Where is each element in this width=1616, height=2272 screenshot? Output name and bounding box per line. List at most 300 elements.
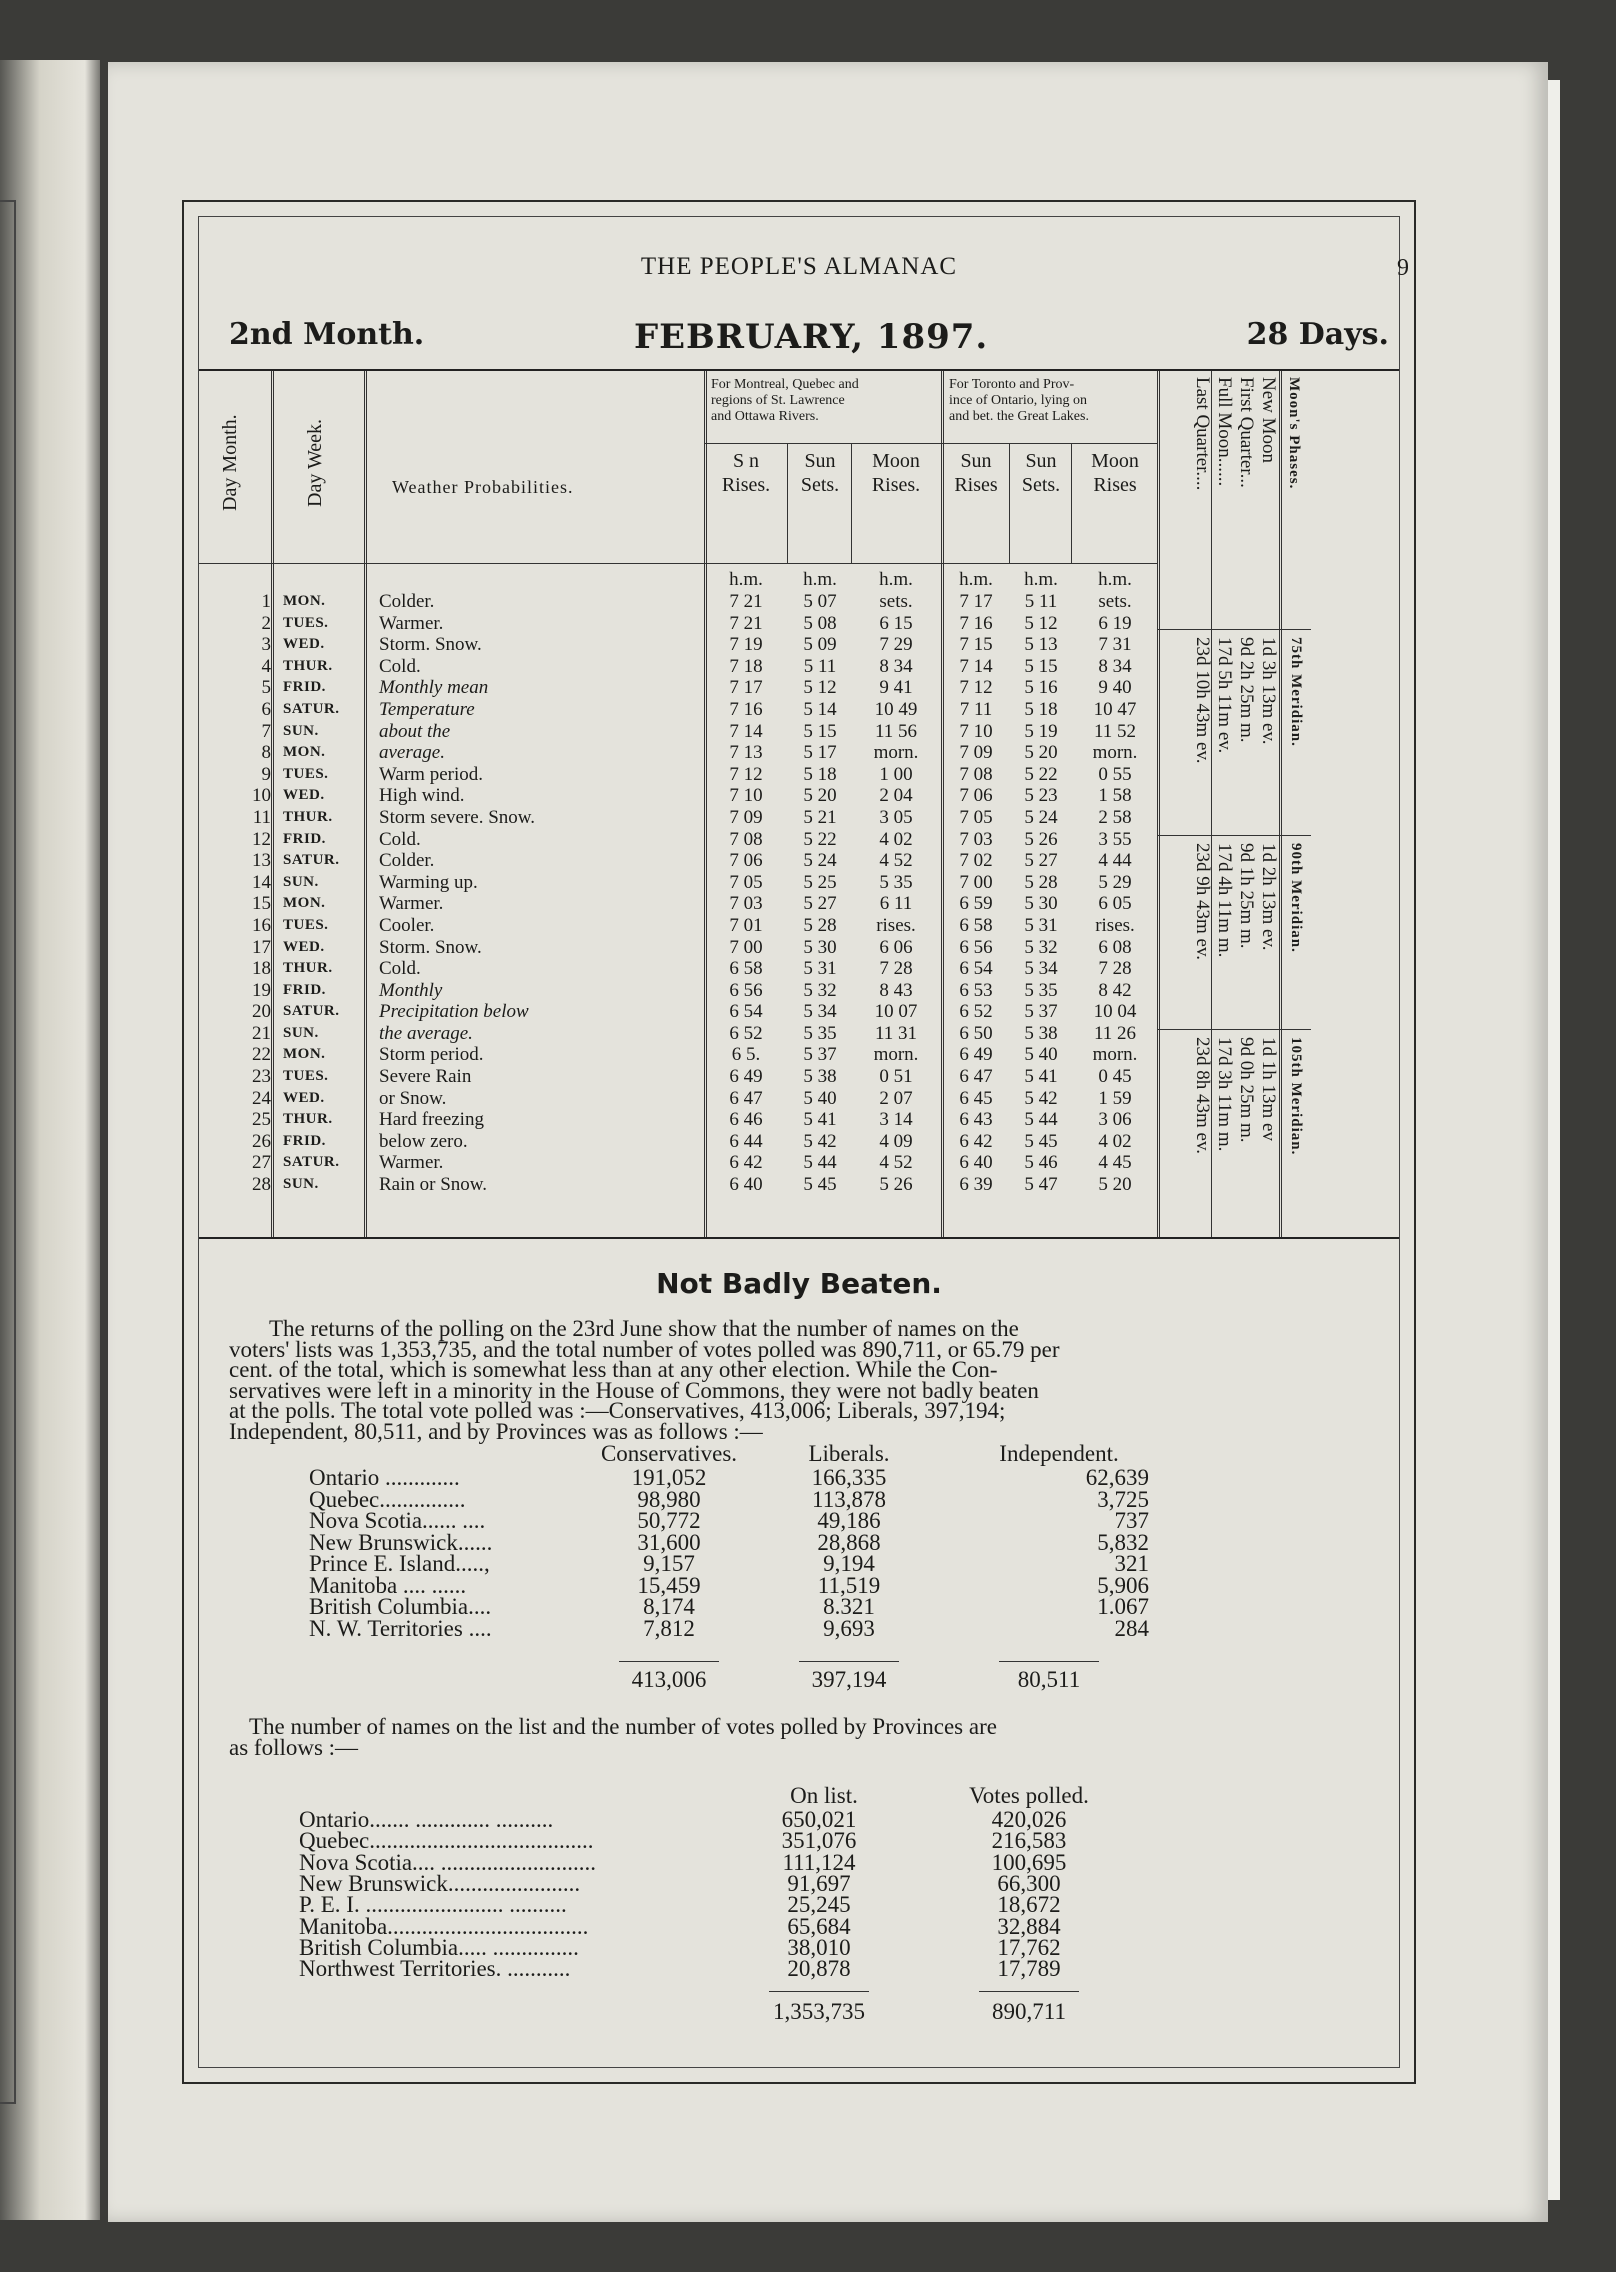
col-divider [1071, 443, 1072, 563]
names-polled: 17,762 [997, 1934, 1061, 1960]
toronto-moonrise-cell: 10 47 [1093, 698, 1137, 720]
day-number: 24 [252, 1087, 271, 1109]
votes-province: Manitoba .... ...... [309, 1572, 467, 1598]
day-number: 12 [252, 828, 271, 850]
votes-lib: 28,868 [817, 1529, 881, 1555]
toronto-moonrise-cell: 6 05 [1098, 893, 1132, 915]
month-title: FEBRUARY, 1897. [634, 317, 989, 357]
names-table [299, 1785, 1179, 2045]
votes-province: Ontario ............. [309, 1465, 460, 1490]
group-montreal: For Montreal, Quebec and regions of St. Lawrence and Ottawa Rivers. [711, 377, 859, 424]
toronto-sunset-cell: 5 32 [1024, 936, 1058, 958]
montreal-moonrise-cell: 6 11 [879, 893, 913, 915]
toronto-moonrise-cell: 8 42 [1098, 979, 1132, 1001]
montreal-moonrise-cell: 4 52 [879, 1152, 913, 1174]
weather-entry: Storm. Snow. [379, 936, 482, 958]
day-number: 19 [252, 979, 271, 1001]
toronto-moonrise-cell: 4 44 [1098, 850, 1132, 872]
montreal-sunset-cell: 5 09 [803, 634, 837, 656]
weekday: THUR. [283, 657, 333, 674]
names-polled: 18,672 [997, 1892, 1061, 1918]
day-number: 4 [261, 655, 271, 677]
weekday: THUR. [283, 1111, 333, 1128]
montreal-sunset-cell: 5 20 [803, 785, 837, 807]
montreal-moonrise-cell: 11 31 [874, 1022, 918, 1044]
montreal-sunset-cell: 5 44 [803, 1152, 837, 1174]
toronto-sunset-cell: 5 18 [1024, 698, 1058, 720]
column-toronto-moonrise [1073, 591, 1157, 1196]
votes-province: New Brunswick...... [309, 1529, 493, 1555]
votes-cons: 31,600 [637, 1529, 701, 1555]
montreal-moonrise-cell: 10 49 [874, 698, 918, 720]
day-number: 8 [261, 742, 271, 764]
total-rule [619, 1661, 719, 1662]
column-montreal-sunset [789, 591, 851, 1196]
montreal-moonrise-cell: 4 09 [879, 1130, 913, 1152]
montreal-sunset-cell: 5 22 [803, 828, 837, 850]
montreal-sunrise-cell: 7 12 [729, 763, 763, 785]
votes-province: Quebec............... [309, 1486, 466, 1512]
col-divider [364, 371, 367, 1237]
montreal-sunset-cell: 5 45 [803, 1174, 837, 1196]
header-day-week: Day Week. [304, 419, 326, 507]
weather-entry: about the [379, 720, 451, 742]
col-divider [1009, 443, 1010, 563]
votes-header-ind: Independent. [999, 1441, 1119, 1466]
toronto-sunrise-cell: 7 03 [959, 828, 993, 850]
montreal-moonrise-cell: 2 07 [879, 1087, 913, 1109]
toronto-moonrise-cell: 0 45 [1098, 1066, 1132, 1088]
montreal-moonrise-cell: rises. [876, 914, 916, 936]
toronto-moonrise-cell: morn. [1092, 1044, 1138, 1066]
day-number: 9 [261, 763, 271, 785]
names-province: P. E. I. ........................ .......... [299, 1892, 567, 1918]
weather-entry: Temperature [379, 698, 475, 720]
toronto-sunset-cell: 5 28 [1024, 871, 1058, 893]
weekday: THUR. [283, 960, 333, 977]
toronto-sunrise-cell: 7 14 [959, 655, 993, 677]
montreal-moonrise-cell: 4 52 [879, 850, 913, 872]
toronto-sunset-cell: 5 42 [1024, 1087, 1058, 1109]
day-number: 17 [252, 936, 271, 958]
unit-label: h.m. [729, 569, 763, 590]
day-number: 11 [252, 806, 271, 828]
col-divider [1157, 371, 1160, 1237]
votes-lib: 49,186 [817, 1508, 881, 1533]
montreal-sunrise-cell: 7 01 [729, 914, 763, 936]
weekday: MON. [283, 593, 326, 609]
names-province: Nova Scotia.... ........................... [299, 1849, 597, 1875]
table-bottom-rule [199, 1237, 1399, 1239]
votes-ind: 5,832 [1097, 1529, 1149, 1555]
montreal-sunset-cell: 5 24 [803, 850, 837, 872]
toronto-moonrise-cell: 1 58 [1098, 785, 1132, 807]
toronto-sunrise-cell: 6 40 [959, 1152, 993, 1174]
toronto-sunrise-cell: 7 09 [959, 742, 993, 764]
votes-cons: 98,980 [637, 1486, 701, 1512]
meridian-105-label: 105th Meridian. [1288, 1037, 1304, 1156]
montreal-sunset-cell: 5 35 [803, 1022, 837, 1044]
toronto-sunrise-cell: 6 49 [959, 1044, 993, 1066]
weekday: WED. [283, 938, 325, 955]
toronto-sunrise-cell: 7 05 [959, 806, 993, 828]
montreal-sunrise-cell: 7 08 [729, 828, 763, 850]
weather-entry: High wind. [379, 785, 465, 807]
toronto-sunrise-cell: 7 02 [959, 850, 993, 872]
page-number: 9 [1397, 255, 1409, 281]
votes-total: 413,006 [631, 1667, 707, 1692]
day-number: 6 [261, 698, 271, 720]
header-sunset-montreal: Sun Sets. [800, 450, 840, 496]
toronto-sunset-cell: 5 41 [1024, 1066, 1058, 1088]
toronto-moonrise-cell: rises. [1095, 914, 1135, 936]
weekday: SATUR. [283, 1003, 340, 1020]
day-number: 26 [252, 1130, 271, 1152]
montreal-sunrise-cell: 6 42 [729, 1152, 763, 1174]
montreal-moonrise-cell: 2 04 [879, 785, 913, 807]
weekday: THUR. [283, 808, 333, 825]
votes-ind: 3,725 [1097, 1486, 1149, 1512]
toronto-sunset-cell: 5 13 [1024, 634, 1058, 656]
toronto-sunrise-cell: 6 39 [959, 1174, 993, 1196]
weekday: TUES. [283, 916, 329, 933]
montreal-sunrise-cell: 6 44 [729, 1130, 763, 1152]
meridian-90-times: 1d 2h 13m ev. 9d 1h 25m m. 17d 4h 11m m. 23d 9h 43m ev. [1192, 843, 1279, 960]
montreal-sunset-cell: 5 37 [803, 1044, 837, 1066]
weather-entry: Warmer. [379, 1152, 444, 1174]
day-number: 7 [261, 720, 271, 742]
almanac-page [108, 62, 1548, 2222]
weekday: WED. [283, 787, 325, 804]
toronto-sunrise-cell: 6 58 [959, 914, 993, 936]
toronto-sunrise-cell: 6 56 [959, 936, 993, 958]
montreal-moonrise-cell: 7 28 [879, 958, 913, 980]
montreal-sunset-cell: 5 32 [803, 979, 837, 1001]
names-onlist: 91,697 [787, 1870, 851, 1896]
toronto-sunset-cell: 5 26 [1024, 828, 1058, 850]
weekday: SUN. [283, 722, 319, 739]
col-divider [851, 443, 852, 563]
toronto-sunset-cell: 5 34 [1024, 958, 1058, 980]
names-onlist: 65,684 [787, 1913, 851, 1939]
montreal-sunrise-cell: 6 54 [729, 1001, 763, 1023]
table-top-rule [199, 369, 1399, 371]
toronto-moonrise-cell: 11 26 [1093, 1022, 1137, 1044]
day-number: 3 [261, 634, 271, 656]
column-day-of-month [221, 591, 271, 1196]
day-number: 27 [252, 1152, 271, 1174]
names-polled: 17,789 [997, 1956, 1061, 1982]
montreal-moonrise-cell: 6 15 [879, 612, 913, 634]
weather-entry: Warmer. [379, 893, 444, 915]
names-header-onlist: On list. [790, 1783, 858, 1808]
weekday: TUES. [283, 614, 329, 631]
day-number: 2 [261, 612, 271, 634]
weekday: SUN. [283, 1024, 319, 1041]
toronto-sunset-cell: 5 24 [1024, 806, 1058, 828]
montreal-sunset-cell: 5 21 [803, 806, 837, 828]
montreal-sunset-cell: 5 17 [803, 742, 837, 764]
toronto-sunset-cell: 5 15 [1024, 655, 1058, 677]
col-divider [1279, 371, 1282, 1237]
day-number: 13 [252, 850, 271, 872]
article-paragraph: The returns of the polling on the 23rd June show that the number of names on the voters' lists was 1,353,735, and the total number of votes polled was 890,711, or 65.79 per cent. of the total, which is somewhat less than at any other election. While the Con- servatives were left in a minority in the House of Commons, they were not badly beaten at the polls. The total vote polled was :—Conservatives, 413,006; Liberals, 397,194; Independent, 80,511, and by Provinces was as follows :— [229, 1316, 1060, 1444]
header-sunset-toronto: Sun Sets. [1021, 450, 1061, 496]
names-onlist: 111,124 [782, 1849, 856, 1875]
montreal-sunrise-cell: 7 13 [729, 742, 763, 764]
names-polled: 100,695 [991, 1849, 1067, 1875]
toronto-sunset-cell: 5 45 [1024, 1130, 1058, 1152]
names-polled: 420,026 [991, 1807, 1067, 1832]
column-day-of-week [283, 591, 363, 1196]
second-paragraph: The number of names on the list and the number of votes polled by Provinces are as follows :— [229, 1714, 997, 1760]
weather-entry: Severe Rain [379, 1066, 472, 1088]
weekday: SATUR. [283, 852, 340, 869]
column-toronto-sunrise [944, 591, 1008, 1196]
toronto-sunrise-cell: 7 06 [959, 785, 993, 807]
montreal-sunset-cell: 5 08 [803, 612, 837, 634]
weekday: TUES. [283, 1068, 329, 1085]
montreal-sunset-cell: 5 25 [803, 871, 837, 893]
meridian-75-label: 75th Meridian. [1288, 637, 1304, 747]
weekday: WED. [283, 636, 325, 653]
total-rule [999, 1661, 1099, 1662]
unit-label: h.m. [959, 569, 993, 590]
toronto-sunrise-cell: 6 52 [959, 1001, 993, 1023]
montreal-moonrise-cell: 1 00 [879, 763, 913, 785]
names-province: Quebec....................................... [299, 1828, 594, 1854]
day-number: 10 [252, 785, 271, 807]
montreal-sunset-cell: 5 31 [803, 958, 837, 980]
montreal-sunset-cell: 5 07 [803, 591, 837, 612]
montreal-moonrise-cell: 5 35 [879, 871, 913, 893]
montreal-sunset-cell: 5 38 [803, 1066, 837, 1088]
votes-province: Nova Scotia...... .... [309, 1508, 486, 1533]
votes-header-lib: Liberals. [808, 1441, 890, 1466]
names-province: Manitoba................................... [299, 1913, 589, 1939]
toronto-sunset-cell: 5 40 [1024, 1044, 1058, 1066]
names-province: British Columbia..... ............... [299, 1934, 579, 1960]
votes-cons: 8,174 [643, 1594, 695, 1619]
meridian-90-label: 90th Meridian. [1288, 843, 1304, 953]
montreal-moonrise-cell: 11 56 [874, 720, 918, 742]
toronto-sunrise-cell: 6 59 [959, 893, 993, 915]
day-number: 28 [252, 1174, 271, 1196]
montreal-sunset-cell: 5 14 [803, 698, 837, 720]
montreal-sunrise-cell: 6 46 [729, 1109, 763, 1131]
montreal-sunrise-cell: 6 49 [729, 1066, 763, 1088]
montreal-moonrise-cell: 6 06 [879, 936, 913, 958]
col-divider [787, 443, 788, 563]
montreal-sunset-cell: 5 15 [803, 720, 837, 742]
toronto-sunset-cell: 5 46 [1024, 1152, 1058, 1174]
weekday: SATUR. [283, 700, 340, 717]
montreal-moonrise-cell: sets. [879, 591, 913, 612]
toronto-moonrise-cell: 3 55 [1098, 828, 1132, 850]
toronto-moonrise-cell: 8 34 [1098, 655, 1132, 677]
montreal-moonrise-cell: 8 43 [879, 979, 913, 1001]
column-montreal-moonrise [853, 591, 939, 1196]
weather-entry: Monthly [379, 979, 443, 1001]
votes-lib: 113,878 [812, 1486, 886, 1512]
montreal-moonrise-cell: morn. [873, 1044, 919, 1066]
weekday: SATUR. [283, 1154, 340, 1171]
day-number: 18 [252, 958, 271, 980]
montreal-moonrise-cell: 8 34 [879, 655, 913, 677]
names-polled: 32,884 [997, 1913, 1061, 1939]
votes-ind: 62,639 [1085, 1465, 1149, 1490]
total-rule [799, 1661, 899, 1662]
header-moonrise-toronto: Moon Rises [1091, 450, 1139, 496]
montreal-sunset-cell: 5 11 [803, 655, 837, 677]
names-polled: 216,583 [991, 1828, 1067, 1854]
left-page-edge [0, 60, 100, 2220]
toronto-moonrise-cell: 5 29 [1098, 871, 1132, 893]
toronto-sunset-cell: 5 37 [1024, 1001, 1058, 1023]
montreal-sunset-cell: 5 34 [803, 1001, 837, 1023]
weekday: WED. [283, 1089, 325, 1106]
montreal-moonrise-cell: 3 14 [879, 1109, 913, 1131]
group-toronto: For Toronto and Prov- ince of Ontario, lying on and bet. the Great Lakes. [949, 377, 1089, 424]
toronto-moonrise-cell: 7 28 [1098, 958, 1132, 980]
toronto-moonrise-cell: 5 20 [1098, 1174, 1132, 1196]
day-number: 22 [252, 1044, 271, 1066]
header-sunrise-toronto: Sun Rises [954, 450, 998, 496]
montreal-moonrise-cell: 9 41 [879, 677, 913, 699]
article-title: Not Badly Beaten. [656, 1267, 942, 1300]
toronto-moonrise-cell: 3 06 [1098, 1109, 1132, 1131]
weather-entry: Cold. [379, 655, 421, 677]
col-divider [271, 371, 274, 1237]
weather-entry: Storm period. [379, 1044, 484, 1066]
montreal-sunset-cell: 5 12 [803, 677, 837, 699]
day-number: 16 [252, 914, 271, 936]
column-toronto-sunset [1011, 591, 1071, 1196]
day-number: 14 [252, 871, 271, 893]
day-number: 15 [252, 893, 271, 915]
weekday: SUN. [283, 1176, 319, 1193]
names-province: Northwest Territories. ........... [299, 1956, 571, 1982]
votes-lib: 8.321 [823, 1594, 875, 1619]
weather-entry: Cold. [379, 958, 421, 980]
phase-rule [1157, 835, 1311, 836]
montreal-sunrise-cell: 7 10 [729, 785, 763, 807]
total-rule [769, 1991, 869, 1992]
toronto-sunset-cell: 5 20 [1024, 742, 1058, 764]
montreal-sunset-cell: 5 28 [803, 914, 837, 936]
toronto-sunrise-cell: 6 43 [959, 1109, 993, 1131]
header-weather: Weather Probabilities. [392, 477, 574, 497]
names-total: 1,353,735 [773, 1999, 865, 2024]
month-number: 2nd Month. [229, 317, 425, 352]
toronto-moonrise-cell: 6 08 [1098, 936, 1132, 958]
montreal-sunrise-cell: 7 18 [729, 655, 763, 677]
votes-cons: 50,772 [637, 1508, 701, 1533]
montreal-sunset-cell: 5 27 [803, 893, 837, 915]
toronto-sunrise-cell: 7 17 [959, 591, 993, 612]
day-number: 23 [252, 1066, 271, 1088]
names-total: 890,711 [992, 1999, 1066, 2024]
month-days: 28 Days. [1246, 317, 1389, 352]
montreal-moonrise-cell: 3 05 [879, 806, 913, 828]
montreal-sunrise-cell: 7 05 [729, 871, 763, 893]
toronto-sunrise-cell: 6 50 [959, 1022, 993, 1044]
votes-ind: 1.067 [1097, 1594, 1149, 1619]
votes-lib: 9,693 [823, 1615, 875, 1641]
weather-entry: Cold. [379, 828, 421, 850]
unit-label: h.m. [803, 569, 837, 590]
weather-entry: Colder. [379, 591, 435, 612]
votes-ind: 321 [1114, 1551, 1149, 1576]
montreal-sunset-cell: 5 40 [803, 1087, 837, 1109]
montreal-sunset-cell: 5 30 [803, 936, 837, 958]
toronto-sunrise-cell: 7 11 [959, 698, 993, 720]
votes-ind: 284 [1114, 1615, 1149, 1641]
day-number: 20 [252, 1001, 271, 1023]
montreal-moonrise-cell: 5 26 [879, 1174, 913, 1196]
votes-province: N. W. Territories .... [309, 1615, 492, 1641]
names-province: Ontario....... ............. .......... [299, 1807, 554, 1832]
page-frame-inner [198, 216, 1409, 2068]
toronto-sunrise-cell: 7 08 [959, 763, 993, 785]
toronto-sunrise-cell: 7 00 [959, 871, 993, 893]
toronto-sunset-cell: 5 35 [1024, 979, 1058, 1001]
montreal-sunset-cell: 5 41 [803, 1109, 837, 1131]
toronto-sunrise-cell: 7 15 [959, 634, 993, 656]
running-title: THE PEOPLE'S ALMANAC [640, 253, 958, 280]
header-moonrise-montreal: Moon Rises. [871, 450, 921, 496]
unit-label: h.m. [879, 569, 913, 590]
votes-cons: 15,459 [637, 1572, 701, 1598]
weather-entry: Precipitation below [379, 1001, 529, 1023]
names-onlist: 20,878 [787, 1956, 851, 1982]
header-rule [199, 563, 1157, 564]
toronto-sunset-cell: 5 11 [1024, 591, 1058, 612]
page-frame [182, 200, 1416, 2084]
weather-entry: Storm severe. Snow. [379, 806, 536, 828]
article [199, 1267, 1399, 1300]
weather-entry: Warm period. [379, 763, 483, 785]
toronto-sunset-cell: 5 23 [1024, 785, 1058, 807]
toronto-sunset-cell: 5 44 [1024, 1109, 1058, 1131]
toronto-sunrise-cell: 6 54 [959, 958, 993, 980]
montreal-sunrise-cell: 6 40 [729, 1174, 763, 1196]
names-province: New Brunswick....................... [299, 1870, 581, 1896]
montreal-sunset-cell: 5 18 [803, 763, 837, 785]
montreal-sunrise-cell: 7 14 [729, 720, 763, 742]
votes-ind: 737 [1114, 1508, 1149, 1533]
weather-entry: Warmer. [379, 612, 444, 634]
toronto-sunset-cell: 5 19 [1024, 720, 1058, 742]
toronto-moonrise-cell: 0 55 [1098, 763, 1132, 785]
toronto-moonrise-cell: 4 45 [1098, 1152, 1132, 1174]
votes-cons: 9,157 [643, 1551, 695, 1576]
montreal-sunrise-cell: 6 58 [729, 958, 763, 980]
toronto-sunrise-cell: 6 45 [959, 1087, 993, 1109]
weekday: MON. [283, 1046, 326, 1063]
toronto-moonrise-cell: 10 04 [1093, 1001, 1137, 1023]
weekday: MON. [283, 895, 326, 912]
total-rule [979, 1991, 1079, 1992]
weather-entry: Cooler. [379, 914, 435, 936]
montreal-moonrise-cell: 0 51 [879, 1066, 913, 1088]
toronto-moonrise-cell: 9 40 [1098, 677, 1132, 699]
day-number: 21 [252, 1022, 271, 1044]
toronto-sunset-cell: 5 31 [1024, 914, 1058, 936]
montreal-sunrise-cell: 7 19 [729, 634, 763, 656]
header-day-month: Day Month. [219, 414, 241, 512]
toronto-sunset-cell: 5 30 [1024, 893, 1058, 915]
